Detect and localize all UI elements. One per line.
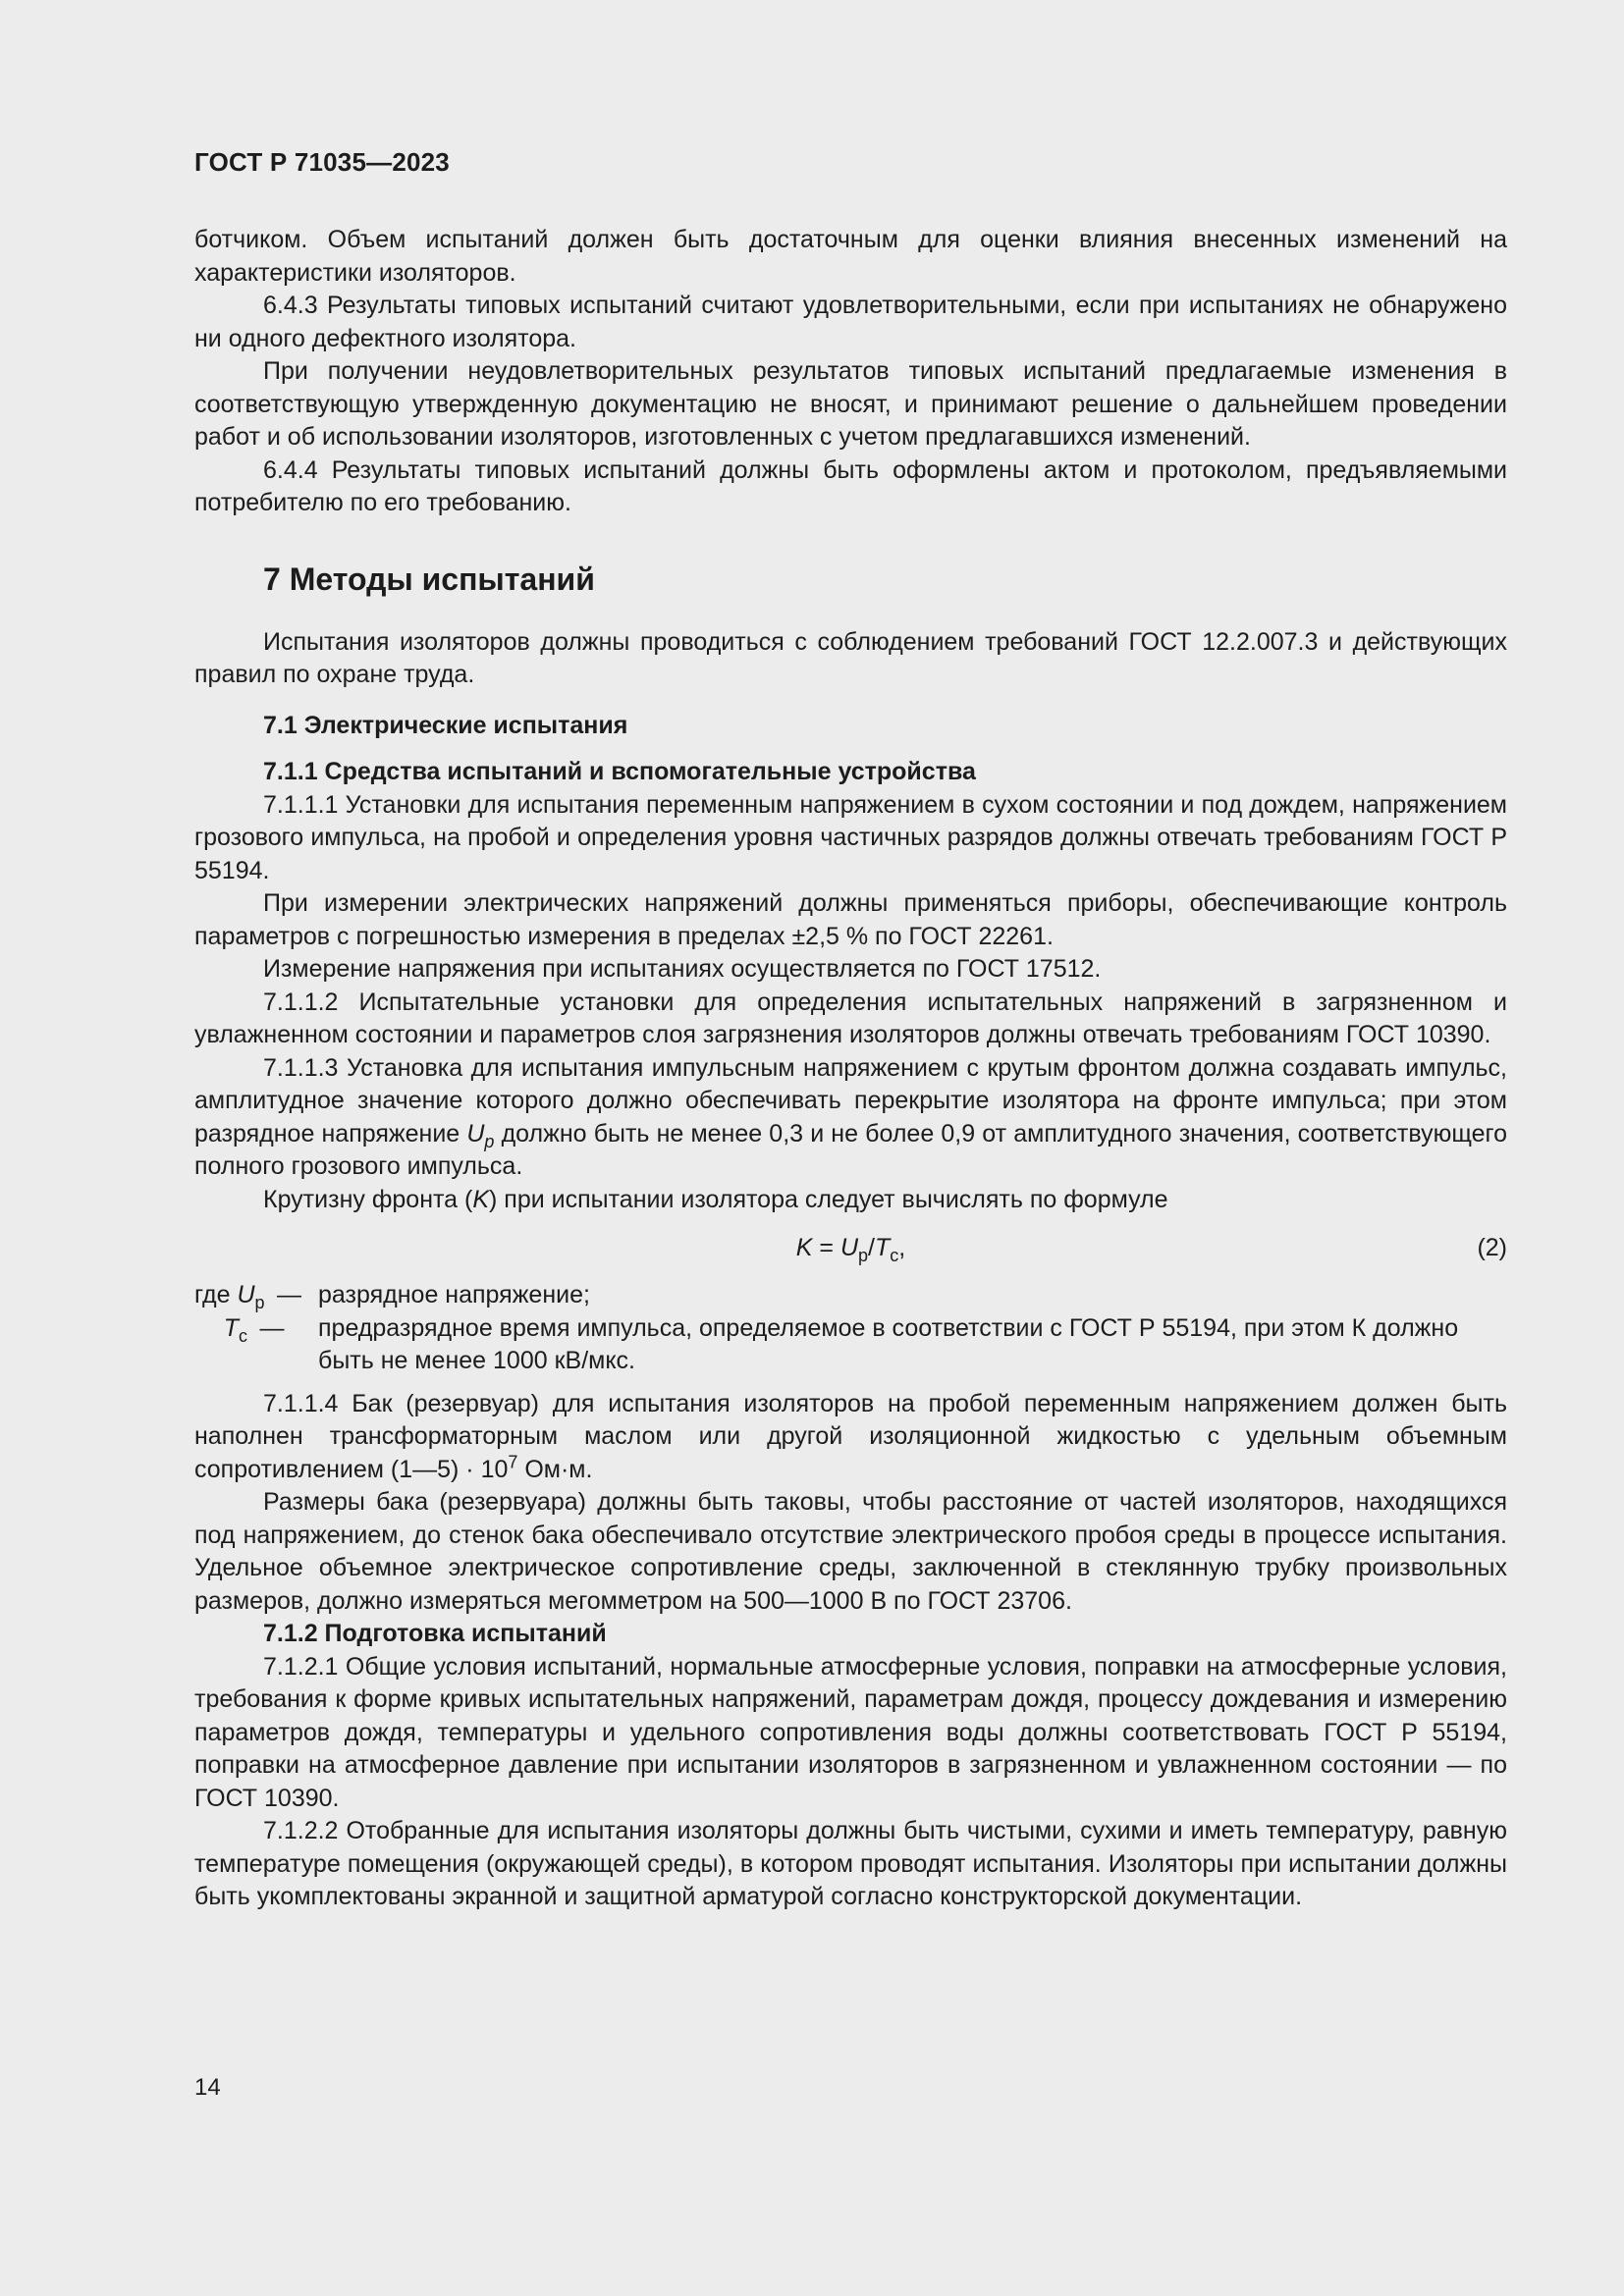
- where-desc-t: предразрядное время импульса, определяемое в соответствии с ГОСТ Р 55194, при этом К должно быть не менее 1000 кВ/мкс.: [318, 1313, 1459, 1374]
- paragraph: Размеры бака (резервуара) должны быть таковы, чтобы расстояние от частей изоляторов, находящихся под напряжением, до стенок бака обеспечивало отсутствие электрического пробоя среды в процессе испытания. Удельное объемное электрическое сопротивление среды, заключенной в стеклянную трубку произвольных размеров, должно измеряться мегомметром на 500—1000 В по ГОСТ 23706.: [194, 1488, 1507, 1615]
- text-span: 7.1.1.4 Бак (резервуар) для испытания изоляторов на пробой переменным напряжением должен быть наполнен трансформаторным маслом или другой изоляционной жидкостью с удельным объемным сопротивлением (1—5) · 10: [194, 1389, 1507, 1483]
- paragraph: 7.1.1.1 Установки для испытания переменным напряжением в сухом состоянии и под дождем, напряжением грозового импульса, на пробой и определения уровня частичных разрядов должны отвечать требованиям ГОСТ Р 55194.: [194, 790, 1507, 884]
- subsection-heading-7-1-1: 7.1.1 Средства испытаний и вспомогательные устройства: [263, 758, 976, 785]
- where-prefix: где: [194, 1281, 231, 1308]
- section-heading-7: 7 Методы испытаний: [263, 561, 595, 597]
- where-symbol-t: T: [223, 1313, 239, 1342]
- document-header: ГОСТ Р 71035—2023: [194, 147, 450, 177]
- paragraph: При получении неудовлетворительных результатов типовых испытаний предлагаемые изменения в соответствующую утвержденную документацию не вносят, и принимают решение о дальнейшем проведении работ и об использовании изоляторов, изготовленных с учетом предлагавшихся изменений.: [194, 357, 1507, 451]
- paragraph: Испытания изоляторов должны проводиться с соблюдением требований ГОСТ 12.2.007.3 и действующих правил по охране труда.: [194, 627, 1507, 688]
- superscript: 7: [508, 1452, 518, 1472]
- where-symbol-u: U: [237, 1281, 255, 1308]
- paragraph: 6.4.4 Результаты типовых испытаний должны быть оформлены актом и протоколом, предъявляемыми потребителю по его требованию.: [194, 455, 1507, 516]
- text-span: должно быть не менее 0,3 и не более 0,9 от амплитудного значения, соответствующего полного грозового импульса.: [194, 1119, 1508, 1180]
- symbol-subscript: p: [484, 1131, 495, 1151]
- paragraph: [194, 1052, 1507, 1184]
- where-desc-u: разрядное напряжение;: [318, 1281, 590, 1308]
- text-span: ) при испытании изолятора следует вычислять по формуле: [489, 1185, 1168, 1213]
- where-subscript: c: [239, 1325, 247, 1346]
- symbol-k: K: [472, 1185, 490, 1213]
- formula-2: [194, 1232, 1507, 1265]
- where-label-t: [194, 1312, 318, 1378]
- paragraph: 7.1.2.1 Общие условия испытаний, нормальные атмосферные условия, поправки на атмосферные условия, требования к форме кривых испытательных напряжений, параметрам дождя, процессу дождевания и измерению параметров дождя, температуры и удельного сопротивления воды должны соответствовать ГОСТ Р 55194, поправки на атмосферное давление при испытании изоляторов в загрязненном и увлажненном состоянии — по ГОСТ 10390.: [194, 1652, 1507, 1812]
- text-span: 7.1.1.3 Установка для испытания импульсным напряжением с крутым фронтом должна создавать импульс, амплитудное значение которого должно обеспечивать перекрытие изолятора на фронте импульса; при этом разрядное напряжение: [194, 1053, 1507, 1148]
- paragraph: ботчиком. Объем испытаний должен быть достаточным для оценки влияния внесенных изменений на характеристики изоляторов.: [194, 226, 1507, 287]
- where-label-u: [194, 1279, 318, 1312]
- paragraph: При измерении электрических напряжений должны применяться приборы, обеспечивающие контроль параметров с погрешностью измерения в пределах ±2,5 % по ГОСТ 22261.: [194, 889, 1507, 950]
- subsection-heading-7-1: 7.1 Электрические испытания: [263, 711, 628, 739]
- paragraph: 6.4.3 Результаты типовых испытаний считают удовлетворительными, если при испытаниях не обнаружено ни одного дефектного изолятора.: [194, 292, 1507, 352]
- text-span: Крутизну фронта (: [263, 1185, 473, 1213]
- page-body: [194, 224, 1507, 1914]
- formula-equals: =: [812, 1234, 840, 1261]
- text-span: Ом·м.: [517, 1455, 593, 1483]
- page-number: 14: [194, 2074, 221, 2101]
- formula-slash: /: [868, 1234, 875, 1261]
- formula-subscript: c: [890, 1246, 899, 1265]
- subsection-heading-7-1-2: 7.1.2 Подготовка испытаний: [263, 1620, 607, 1647]
- where-subscript: p: [254, 1293, 265, 1312]
- where-dash: —: [259, 1313, 285, 1342]
- formula-symbol-k: K: [795, 1234, 813, 1261]
- formula-comma: ,: [898, 1234, 906, 1261]
- formula-number: (2): [1477, 1234, 1507, 1261]
- formula-symbol-u: U: [839, 1234, 859, 1261]
- where-list: [194, 1279, 1507, 1378]
- paragraph: Измерение напряжения при испытаниях осуществляется по ГОСТ 17512.: [263, 955, 1102, 983]
- paragraph: [194, 1184, 1507, 1217]
- paragraph: 7.1.1.2 Испытательные установки для определения испытательных напряжений в загрязненном и увлажненном состоянии и параметров слоя загрязнения изоляторов должны отвечать требованиям ГОСТ 10390.: [194, 988, 1507, 1048]
- paragraph: [194, 1388, 1507, 1487]
- formula-expression: [795, 1234, 906, 1265]
- paragraph: 7.1.2.2 Отобранные для испытания изоляторы должны быть чистыми, сухими и иметь температуру, равную температуре помещения (окружающей среды), в котором проводят испытания. Изоляторы при испытании должны быть укомплектованы экранной и защитной арматурой согласно конструкторской документации.: [194, 1817, 1507, 1910]
- formula-subscript: p: [858, 1246, 869, 1265]
- symbol-u: U: [466, 1119, 485, 1148]
- formula-symbol-t: T: [874, 1234, 891, 1261]
- where-dash: —: [276, 1281, 301, 1308]
